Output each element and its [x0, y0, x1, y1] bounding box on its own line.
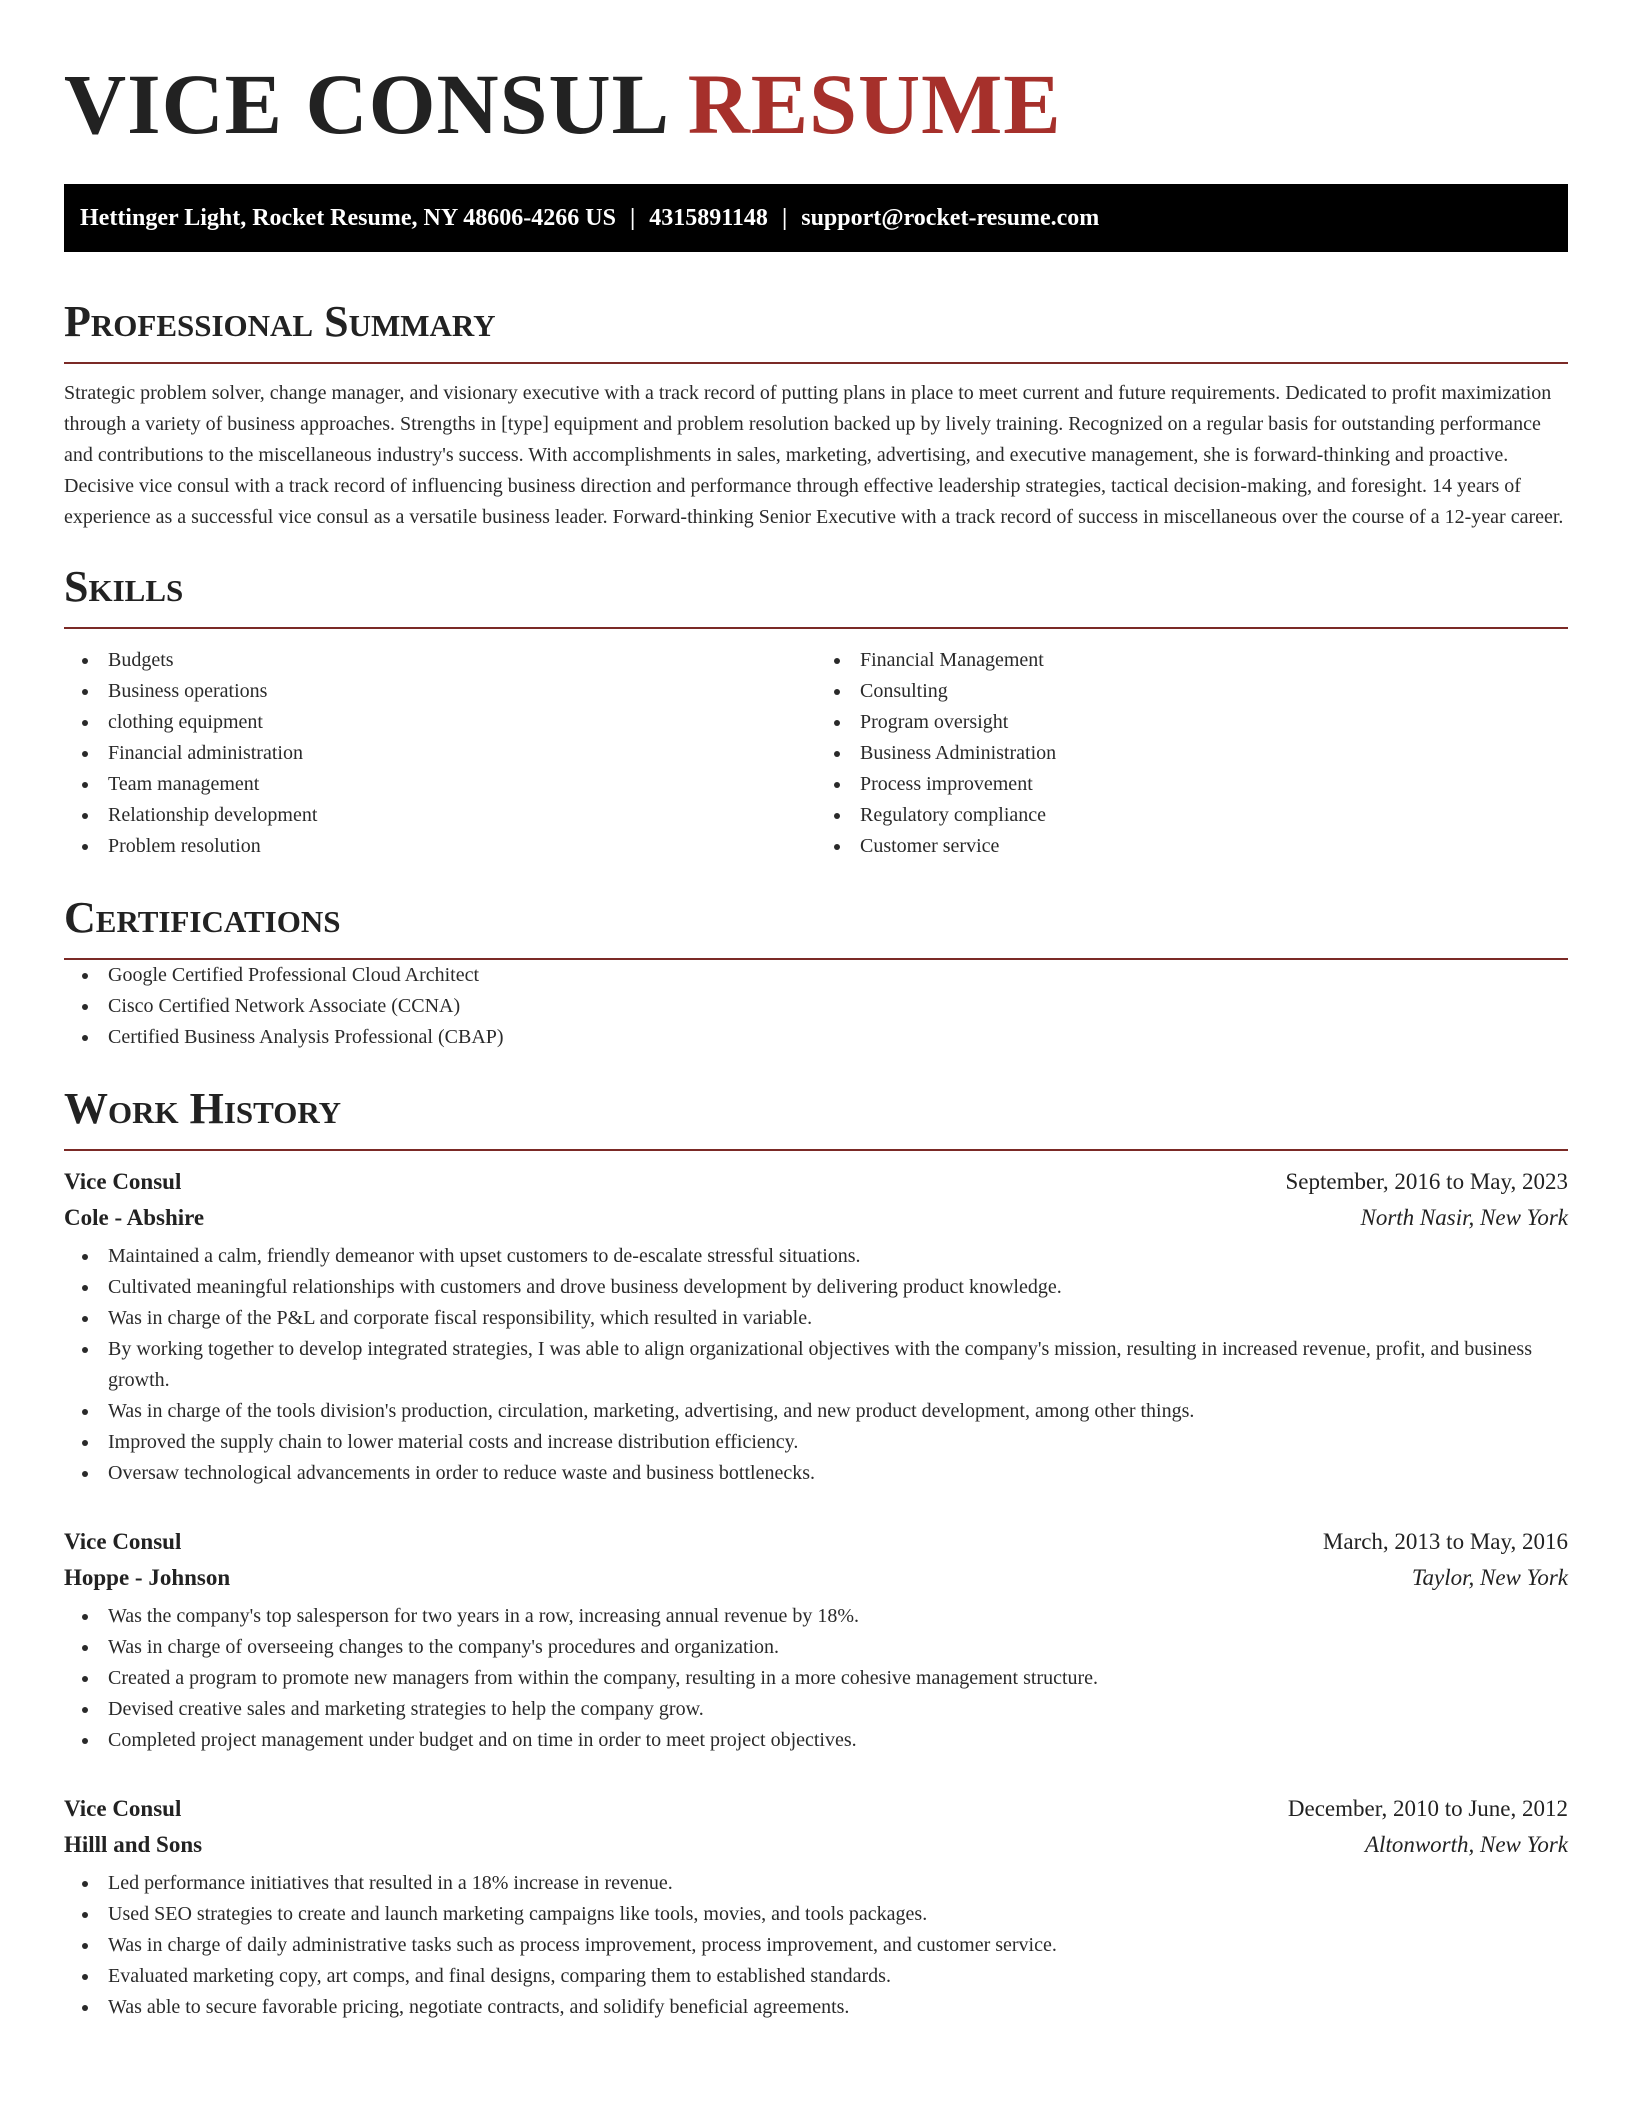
- job-header-row: [64, 1169, 1568, 1205]
- skills-heading: Skills: [64, 562, 184, 611]
- job-bullet: Was able to secure favorable pricing, negotiate contracts, and solidify beneficial agreements.: [64, 1992, 1568, 2023]
- job-bullet: Was in charge of the tools division's production, circulation, marketing, advertising, and new product development, among other things.: [64, 1396, 1568, 1427]
- job-title: Vice Consul: [64, 1529, 182, 1554]
- skills-list-left: [64, 645, 816, 862]
- skills-section: [64, 561, 1568, 862]
- job-bullet: Improved the supply chain to lower material costs and increase distribution efficiency.: [64, 1427, 1568, 1458]
- certification-item: Cisco Certified Network Associate (CCNA): [64, 991, 1568, 1022]
- job-bullet: Cultivated meaningful relationships with customers and drove business development by delivering product knowledge.: [64, 1272, 1568, 1303]
- work-history-heading: Work History: [64, 1084, 342, 1133]
- skill-item: Consulting: [816, 676, 1568, 707]
- work-history-section: [64, 1083, 1568, 2023]
- job-bullets: [64, 1241, 1568, 1489]
- job-dates: March, 2013 to May, 2016: [1322, 1529, 1568, 1554]
- title-main: VICE CONSUL: [64, 56, 666, 152]
- job-company: Hilll and Sons: [64, 1832, 203, 1857]
- skill-item: Business Administration: [816, 738, 1568, 769]
- job-bullets: [64, 1868, 1568, 2023]
- job-header-row: [64, 1529, 1568, 1565]
- certification-item: Certified Business Analysis Professional (CBAP): [64, 1022, 1568, 1053]
- skill-item: Budgets: [64, 645, 816, 676]
- job-title: Vice Consul: [64, 1796, 182, 1821]
- skill-item: Problem resolution: [64, 831, 816, 862]
- section-divider: [64, 362, 1568, 364]
- job-bullet: Maintained a calm, friendly demeanor with upset customers to de-escalate stressful situations.: [64, 1241, 1568, 1272]
- skill-item: Financial Management: [816, 645, 1568, 676]
- job-company-row: [64, 1832, 1568, 1868]
- job-bullets: [64, 1601, 1568, 1756]
- contact-email[interactable]: support@rocket-resume.com: [801, 205, 1100, 231]
- skill-item: Team management: [64, 769, 816, 800]
- summary-text: Strategic problem solver, change manager, and visionary executive with a track record of putting plans in place to meet current and future requirements. Dedicated to profit maximization through a variety of business approaches. Strengths in [type] equipment and problem resolution backed up by lively training. Recognized on a regular basis for outstanding performance and contributions to the miscellaneous industry's success. With accomplishments in sales, marketing, advertising, and executive management, she is forward-thinking and proactive. Decisive vice consul with a track record of influencing business direction and performance through effective leadership strategies, tactical decision-making, and foresight. 14 years of experience as a successful vice consul as a versatile business leader. Forward-thinking Senior Executive with a track record of success in miscellaneous over the course of a 12-year career.: [64, 382, 1564, 528]
- job-bullet: Led performance initiatives that resulted in a 18% increase in revenue.: [64, 1868, 1568, 1899]
- job-bullet: Oversaw technological advancements in order to reduce waste and business bottlenecks.: [64, 1458, 1568, 1489]
- job-company-row: [64, 1565, 1568, 1601]
- job-bullet: By working together to develop integrated strategies, I was able to align organizational objectives with the company's mission, resulting in increased revenue, profit, and business growth.: [64, 1334, 1568, 1396]
- job-entry: [64, 1529, 1568, 1756]
- job-company: Hoppe - Johnson: [64, 1565, 231, 1590]
- skill-item: Financial administration: [64, 738, 816, 769]
- job-company: Cole - Abshire: [64, 1205, 205, 1230]
- contact-separator: |: [781, 205, 788, 231]
- certifications-section: [64, 892, 1568, 1053]
- contact-address: Hettinger Light, Rocket Resume, NY 48606-4266 US: [80, 205, 616, 231]
- job-location: Altonworth, New York: [1365, 1832, 1568, 1857]
- job-bullet: Was in charge of daily administrative tasks such as process improvement, process improvement, and customer service.: [64, 1930, 1568, 1961]
- skills-list-right: [816, 645, 1568, 862]
- job-location: North Nasir, New York: [1360, 1205, 1568, 1230]
- job-bullet: Devised creative sales and marketing strategies to help the company grow.: [64, 1694, 1568, 1725]
- contact-bar: [64, 184, 1568, 252]
- job-bullet: Was in charge of overseeing changes to the company's procedures and organization.: [64, 1632, 1568, 1663]
- skill-item: Program oversight: [816, 707, 1568, 738]
- skill-item: Regulatory compliance: [816, 800, 1568, 831]
- job-bullet: Completed project management under budget and on time in order to meet project objectives.: [64, 1725, 1568, 1756]
- job-bullet: Created a program to promote new managers from within the company, resulting in a more cohesive management structure.: [64, 1663, 1568, 1694]
- summary-section: [64, 296, 1568, 533]
- section-divider: [64, 627, 1568, 629]
- skill-item: Process improvement: [816, 769, 1568, 800]
- job-dates: December, 2010 to June, 2012: [1287, 1796, 1568, 1821]
- section-divider: [64, 1149, 1568, 1151]
- certifications-list: [64, 960, 1568, 1053]
- job-dates: September, 2016 to May, 2023: [1285, 1169, 1568, 1194]
- skill-item: Customer service: [816, 831, 1568, 862]
- job-title: Vice Consul: [64, 1169, 182, 1194]
- job-location: Taylor, New York: [1411, 1565, 1568, 1590]
- job-company-row: [64, 1205, 1568, 1241]
- summary-heading: Professional Summary: [64, 297, 496, 346]
- job-bullet: Was the company's top salesperson for two years in a row, increasing annual revenue by 18%.: [64, 1601, 1568, 1632]
- skills-columns: [64, 645, 1568, 862]
- job-bullet: Used SEO strategies to create and launch marketing campaigns like tools, movies, and tools packages.: [64, 1899, 1568, 1930]
- job-bullet: Evaluated marketing copy, art comps, and final designs, comparing them to established standards.: [64, 1961, 1568, 1992]
- job-bullet: Was in charge of the P&L and corporate fiscal responsibility, which resulted in variable.: [64, 1303, 1568, 1334]
- contact-phone: 4315891148: [649, 205, 768, 231]
- certification-item: Google Certified Professional Cloud Architect: [64, 960, 1568, 991]
- job-header-row: [64, 1796, 1568, 1832]
- skill-item: Relationship development: [64, 800, 816, 831]
- certifications-heading: Certifications: [64, 893, 341, 942]
- title-accent: RESUME: [687, 56, 1062, 152]
- skill-item: Business operations: [64, 676, 816, 707]
- skill-item: clothing equipment: [64, 707, 816, 738]
- job-entry: [64, 1169, 1568, 1489]
- contact-separator: |: [629, 205, 636, 231]
- job-entry: [64, 1796, 1568, 2023]
- resume-title: [64, 0, 1568, 150]
